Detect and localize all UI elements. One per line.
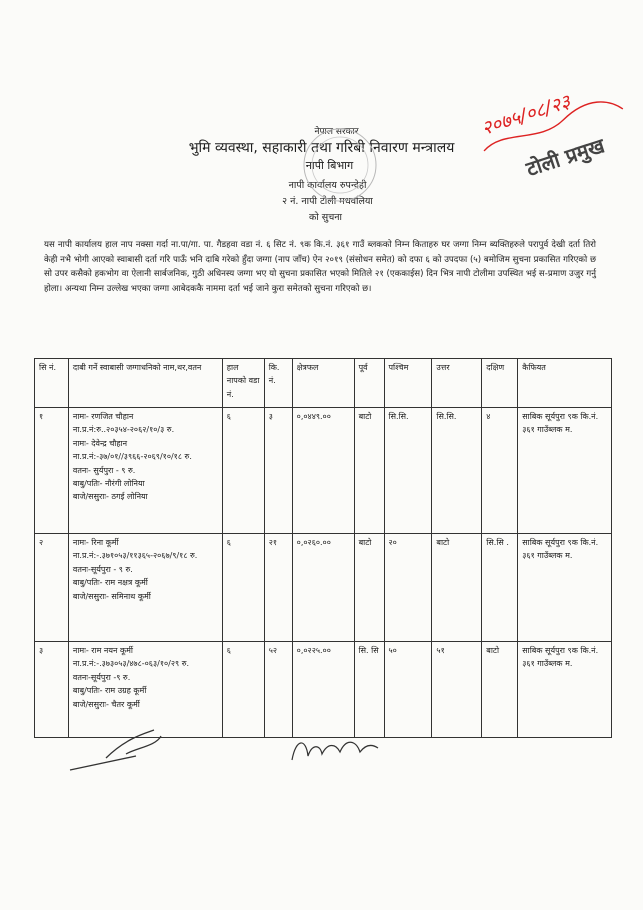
table-row [35, 642, 612, 738]
col-remarks: कैफियत [518, 359, 612, 408]
cell-remarks: साबिक सूर्यपुरा ९क कि.नं. ३६१ गाउँब्लक म. [518, 534, 612, 642]
cell-west: सि.सि. [384, 408, 432, 534]
signature-left-icon [66, 728, 166, 776]
col-kitta: कि. नं. [264, 359, 292, 408]
cell-serial: ३ [35, 642, 69, 738]
claimant-line: नामः- राम नयन कूर्मी [72, 646, 133, 655]
cell-serial: २ [35, 534, 69, 642]
table-row [35, 408, 612, 534]
col-serial: सि नं. [35, 359, 69, 408]
cell-kitta: ५२ [264, 642, 292, 738]
col-north: उत्तर [432, 359, 482, 408]
cell-west: ५० [384, 642, 432, 738]
claimant-line: बाबु/पतिः- नौरंगी लोनिया [72, 479, 145, 489]
office-seal-icon [300, 120, 380, 210]
claimant-line: बाजे/ससुराः- समिनाथ कूर्मी [72, 591, 151, 601]
claimant-line: नामः- रणजित चौहान [72, 412, 134, 421]
header-department: नापी बिभाग [305, 159, 354, 172]
claims-table [34, 358, 612, 738]
cell-east: बाटो [354, 534, 384, 642]
col-west: पश्चिम [384, 359, 432, 408]
claimant-line: बाजे/ससुराः- ठगई लोनिया [72, 492, 148, 502]
cell-kitta: २१ [264, 534, 292, 642]
header-government: नेपाल सरकार [314, 127, 359, 137]
claimant-line: ना.प्र.नं:-.३७३०५३/४७८-०६३/१०/२९ रु. [72, 659, 190, 669]
cell-ward: ६ [222, 534, 264, 642]
header-survey-team: २ नं. नापी टोली मधवलिया [282, 196, 373, 207]
cell-ward: ६ [222, 642, 264, 738]
claimant-line: ना.प्र.नं:-३७/०१//३९६६-२०६९/१०/१८ रु. [72, 452, 192, 462]
cell-claimant [68, 408, 222, 534]
cell-ward: ६ [222, 408, 264, 534]
cell-west: २० [384, 534, 432, 642]
cell-south: ४ [482, 408, 518, 534]
claimant-line: बाबु/पतिः- राम नक्षत्र कूर्मी [72, 578, 148, 588]
table-row [35, 534, 612, 642]
claimant-line: बाबु/पतिः- राम उग्रह कूर्मी [72, 686, 147, 696]
cell-east: सि. सि [354, 642, 384, 738]
claimant-line: बाजे/ससुराः- चैतर कूर्मी [72, 699, 140, 709]
claimant-line: वतनः- सुर्यपुरा - ९ रु. [72, 465, 136, 475]
stamp-date: २०७५/०८/२३ [478, 90, 574, 140]
claimant-line: ना.प्र.नं:रु..२०३५४-२०६२/१०/३ रु. [72, 425, 175, 435]
col-east: पूर्व [354, 359, 384, 408]
cell-area: ०,०४४९.०० [292, 408, 354, 534]
cell-north: ५१ [432, 642, 482, 738]
col-claimant: दाबी गर्ने स्वाबासी जग्गाधनिको नाम,थर,वतन [68, 359, 222, 408]
claimant-line: वतनः-सूर्यपुरा -९ रु. [72, 672, 131, 682]
cell-kitta: ३ [264, 408, 292, 534]
cell-area: ०,०२२५.०० [292, 642, 354, 738]
cell-south: सि.सि . [482, 534, 518, 642]
col-south: दक्षिण [482, 359, 518, 408]
cell-north: बाटो [432, 534, 482, 642]
claimant-line: नामः- देवेन्द्र चौहान [72, 438, 128, 448]
cell-area: ०,०२६०.०० [292, 534, 354, 642]
col-area: क्षेत्रफल [292, 359, 354, 408]
notice-body: यस नापी कार्यालय हाल नाप नक्सा गर्दा ना.पा/गा. पा. गैडहवा वडा नं. ६ सिट नं. ९क कि.नं. ३६१ गाउँ ब्लकको निम्न किताहरु घर जग्गा निम्न ब्यक्तिहरुले परापुर्व देखी दर्ता तिरो केही नभै भोगी आएको स्वाबासी दर्ता गरि पाऊँ भनि दाबि गरेको हुँदा जग्गा (नाप जाँच) ऐन २०१९ (संसोधन समेत) को दफा ६ को उपदफा (५) बमोजिम सुचना प्रकासित गरिएको छ सो उपर कसैको हकभोग वा ऐलानी सार्बजनिक, गुठी अधिनस्य जग्गा भए यो सुचना प्रकासित भएको मितिले २१ (एककाईस) दिन भित्र नापी टोलीमा उपस्थित भई स-प्रमाण उजुर गर्नु होला। अन्यथा निम्न उल्लेख भएका जग्गा आबेदककै नाममा दर्ता भई जाने कुरा समेतको सुचना गरिएको छ। [44, 240, 596, 295]
claimant-line: वतनः-सूर्यपुरा - ९ रु. [72, 564, 133, 574]
table-header-row [35, 359, 612, 408]
col-ward: हाल नापको वडा नं. [222, 359, 264, 408]
cell-serial: १ [35, 408, 69, 534]
claimant-line: नामः- रिना कूर्मी [72, 538, 119, 547]
cell-remarks: साबिक सूर्यपुरा ९क कि.नं. ३६१ गाउँब्लक म. [518, 642, 612, 738]
signature-center-icon [286, 730, 382, 770]
cell-east: बाटो [354, 408, 384, 534]
cell-remarks: साबिक सूर्यपुरा ९क कि.नं. ३६१ गाउँब्लक म. [518, 408, 612, 534]
cell-north: सि.सि. [432, 408, 482, 534]
header-ministry: भुमि व्यवस्था, सहाकारी तथा गरिबी निवारण मन्त्रालय [188, 140, 455, 156]
stamp-team-chief: टोली प्रमुख [523, 133, 608, 181]
claimant-line: ना.प्र.नं:-.३७१०५३/११३६५-२०६७/९/१८ रु. [72, 551, 198, 561]
cell-claimant [68, 642, 222, 738]
header-office: नापी कार्यालय रुपन्देही [288, 180, 367, 191]
cell-claimant [68, 534, 222, 642]
cell-south: बाटो [482, 642, 518, 738]
header-notice-title: को सुचना [309, 212, 342, 223]
